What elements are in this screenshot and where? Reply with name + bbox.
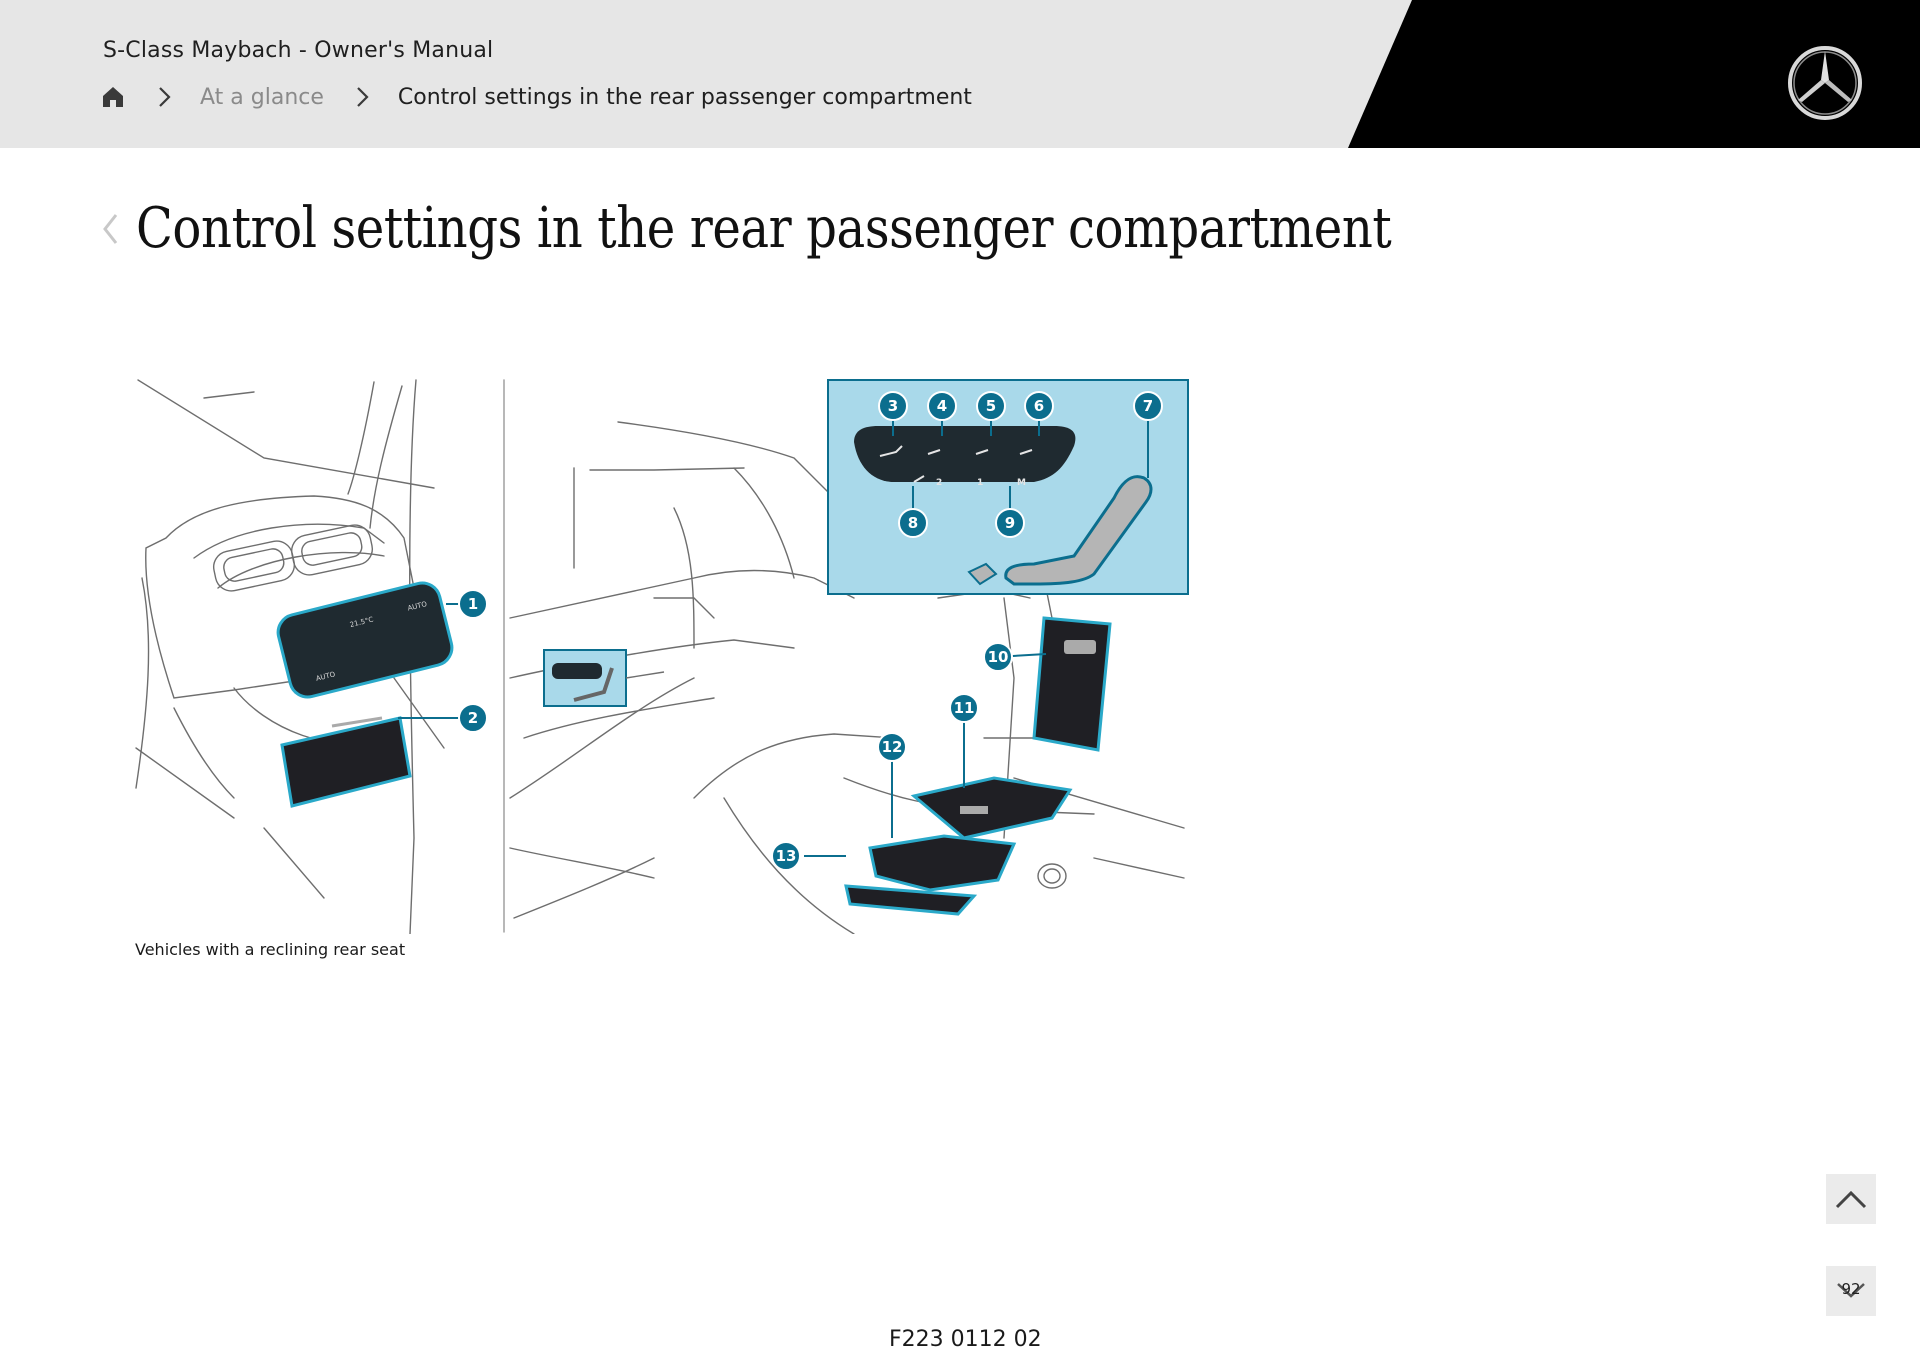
page-number: 92 — [1841, 1280, 1861, 1298]
breadcrumb — [100, 82, 972, 112]
callout-1 — [459, 590, 487, 618]
memory-button-1-label: 1 — [977, 478, 984, 488]
chevron-up-icon — [1834, 1188, 1868, 1210]
svg-text:11: 11 — [953, 699, 975, 717]
svg-text:7: 7 — [1142, 397, 1154, 415]
manual-title: S-Class Maybach - Owner's Manual — [103, 38, 494, 63]
callout-8 — [899, 509, 927, 537]
chevron-left-icon[interactable] — [100, 209, 122, 249]
figure-code: F223 0112 02 — [889, 1327, 1042, 1352]
callout-7 — [1134, 392, 1162, 420]
svg-text:10: 10 — [987, 648, 1009, 666]
callout-13 — [772, 842, 800, 870]
page-title-row — [100, 196, 1596, 261]
svg-text:4: 4 — [936, 397, 948, 415]
breadcrumb-current: Control settings in the rear passenger compartment — [397, 84, 972, 110]
svg-text:AUTO: AUTO — [315, 670, 337, 683]
svg-text:1: 1 — [467, 595, 479, 613]
svg-text:21.5°C: 21.5°C — [349, 615, 375, 630]
breadcrumb-link-at-a-glance[interactable]: At a glance — [200, 84, 324, 110]
chevron-right-icon — [354, 86, 372, 108]
scroll-up-button[interactable] — [1826, 1174, 1876, 1224]
callout-4 — [928, 392, 956, 420]
page-title: Control settings in the rear passenger compartment — [136, 196, 1392, 261]
svg-text:8: 8 — [907, 514, 919, 532]
svg-text:3: 3 — [887, 397, 899, 415]
svg-text:13: 13 — [775, 847, 797, 865]
svg-text:5: 5 — [985, 397, 997, 415]
callout-3 — [879, 392, 907, 420]
svg-text:6: 6 — [1033, 397, 1045, 415]
home-icon[interactable] — [100, 84, 126, 110]
chevron-right-icon — [156, 86, 174, 108]
memory-button-m-label: M — [1017, 478, 1026, 488]
svg-text:AUTO: AUTO — [406, 600, 428, 613]
callout-5 — [977, 392, 1005, 420]
memory-button-2-label: 2 — [936, 478, 943, 488]
callout-10 — [984, 643, 1012, 671]
figure-caption: Vehicles with a reclining rear seat — [135, 940, 406, 959]
callout-11 — [950, 694, 978, 722]
callout-12 — [878, 733, 906, 761]
three-pointed-star-logo[interactable] — [1786, 44, 1864, 122]
rear-compartment-illustration — [134, 378, 1190, 934]
callout-9 — [996, 509, 1024, 537]
svg-text:2: 2 — [467, 709, 479, 727]
svg-text:9: 9 — [1004, 514, 1016, 532]
svg-text:12: 12 — [881, 738, 903, 756]
scroll-down-button[interactable] — [1826, 1266, 1876, 1316]
header-black-band — [0, 0, 1920, 148]
callout-6 — [1025, 392, 1053, 420]
callout-2 — [459, 704, 487, 732]
